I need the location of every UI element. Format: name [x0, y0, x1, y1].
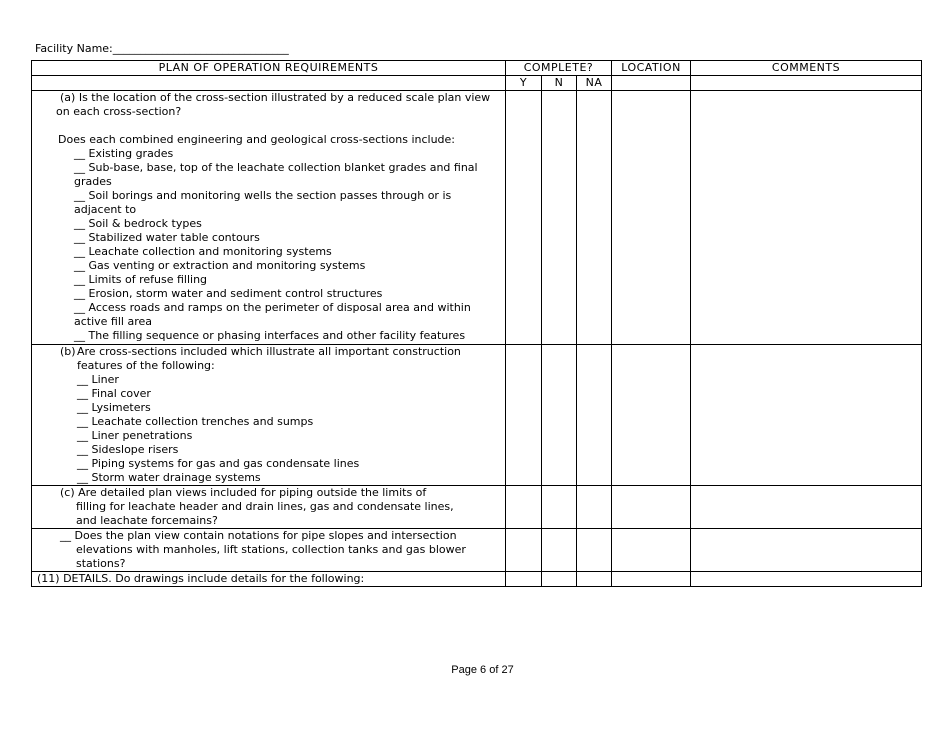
requirement-c: [32, 486, 506, 529]
list-item: __ Existing grades: [74, 147, 174, 160]
comments-d[interactable]: [691, 529, 922, 572]
list-item: __ Access roads and ramps on the perimeter of disposal area and within active fill area: [74, 301, 471, 328]
header-comments: COMMENTS: [691, 61, 922, 76]
check-na-b[interactable]: [577, 345, 612, 486]
table-row: [32, 345, 922, 486]
list-item: __ Erosion, storm water and sediment control structures: [74, 287, 383, 300]
list-item: __ The filling sequence or phasing interfaces and other facility features: [74, 329, 466, 342]
table-row: [32, 529, 922, 572]
check-na-a[interactable]: [577, 91, 612, 345]
question-a: (a) Is the location of the cross-section illustrated by a reduced scale plan view on each cross-section?: [56, 91, 491, 118]
header-location-blank: [612, 76, 691, 91]
location-a[interactable]: [612, 91, 691, 345]
table-row: [32, 486, 922, 529]
check-n-c[interactable]: [542, 486, 577, 529]
comments-c[interactable]: [691, 486, 922, 529]
header-requirements: PLAN OF OPERATION REQUIREMENTS: [32, 61, 506, 76]
list-item: __ Sub-base, base, top of the leachate collection blanket grades and final grades: [74, 161, 478, 188]
header-location: LOCATION: [612, 61, 691, 76]
table-row: [32, 572, 922, 587]
comments-b[interactable]: [691, 345, 922, 486]
comments-details[interactable]: [691, 572, 922, 587]
page-number: Page 6 of 27: [451, 664, 514, 676]
check-y-b[interactable]: [506, 345, 542, 486]
check-na-details[interactable]: [577, 572, 612, 587]
check-na-d[interactable]: [577, 529, 612, 572]
check-y-a[interactable]: [506, 91, 542, 345]
location-details[interactable]: [612, 572, 691, 587]
list-item: __ Liner: [77, 373, 119, 386]
location-b[interactable]: [612, 345, 691, 486]
intro-a: Does each combined engineering and geological cross-sections include:: [58, 133, 456, 146]
check-n-b[interactable]: [542, 345, 577, 486]
question-b-prefix: (b): [60, 345, 76, 358]
list-item: __ Final cover: [77, 387, 151, 400]
header-na: NA: [577, 76, 612, 91]
header-y: Y: [506, 76, 542, 91]
requirements-table: [31, 60, 922, 587]
question-d: __ Does the plan view contain notations for pipe slopes and intersection elevations with manholes, lift stations, collection tanks and gas blower stations?: [60, 529, 466, 570]
check-na-c[interactable]: [577, 486, 612, 529]
facility-name-field[interactable]: Facility Name:________________________________: [35, 42, 289, 55]
check-n-a[interactable]: [542, 91, 577, 345]
check-n-d[interactable]: [542, 529, 577, 572]
details-heading: [32, 572, 506, 587]
list-item: __ Liner penetrations: [77, 429, 193, 442]
check-y-c[interactable]: [506, 486, 542, 529]
location-d[interactable]: [612, 529, 691, 572]
comments-a[interactable]: [691, 91, 922, 345]
requirement-a: [32, 91, 506, 345]
list-item: __ Limits of refuse filling: [74, 273, 208, 286]
list-item: __ Leachate collection and monitoring systems: [74, 245, 332, 258]
list-item: __ Gas venting or extraction and monitoring systems: [74, 259, 366, 272]
header-comments-blank: [691, 76, 922, 91]
list-item: __ Soil & bedrock types: [74, 217, 202, 230]
list-item: __ Soil borings and monitoring wells the section passes through or is adjacent to: [74, 189, 452, 216]
location-c[interactable]: [612, 486, 691, 529]
header-complete: COMPLETE?: [506, 61, 612, 76]
question-c: (c) Are detailed plan views included for piping outside the limits of filling for leachate header and drain lines, gas and condensate lines, and leachate forcemains?: [60, 486, 454, 527]
check-n-details[interactable]: [542, 572, 577, 587]
table-row: [32, 91, 922, 345]
requirement-d: [32, 529, 506, 572]
list-item: __ Piping systems for gas and gas condensate lines: [77, 457, 360, 470]
question-b: Are cross-sections included which illustrate all important construction features of the following:: [77, 345, 461, 372]
list-item: __ Lysimeters: [77, 401, 151, 414]
check-y-d[interactable]: [506, 529, 542, 572]
header-n: N: [542, 76, 577, 91]
header-blank: [32, 76, 506, 91]
check-y-details[interactable]: [506, 572, 542, 587]
details-text: (11) DETAILS. Do drawings include details for the following:: [37, 572, 365, 585]
requirement-b: [32, 345, 506, 486]
list-item: __ Stabilized water table contours: [74, 231, 260, 244]
list-item: __ Sideslope risers: [77, 443, 179, 456]
list-item: __ Leachate collection trenches and sumps: [77, 415, 314, 428]
list-item: __ Storm water drainage systems: [77, 471, 261, 484]
